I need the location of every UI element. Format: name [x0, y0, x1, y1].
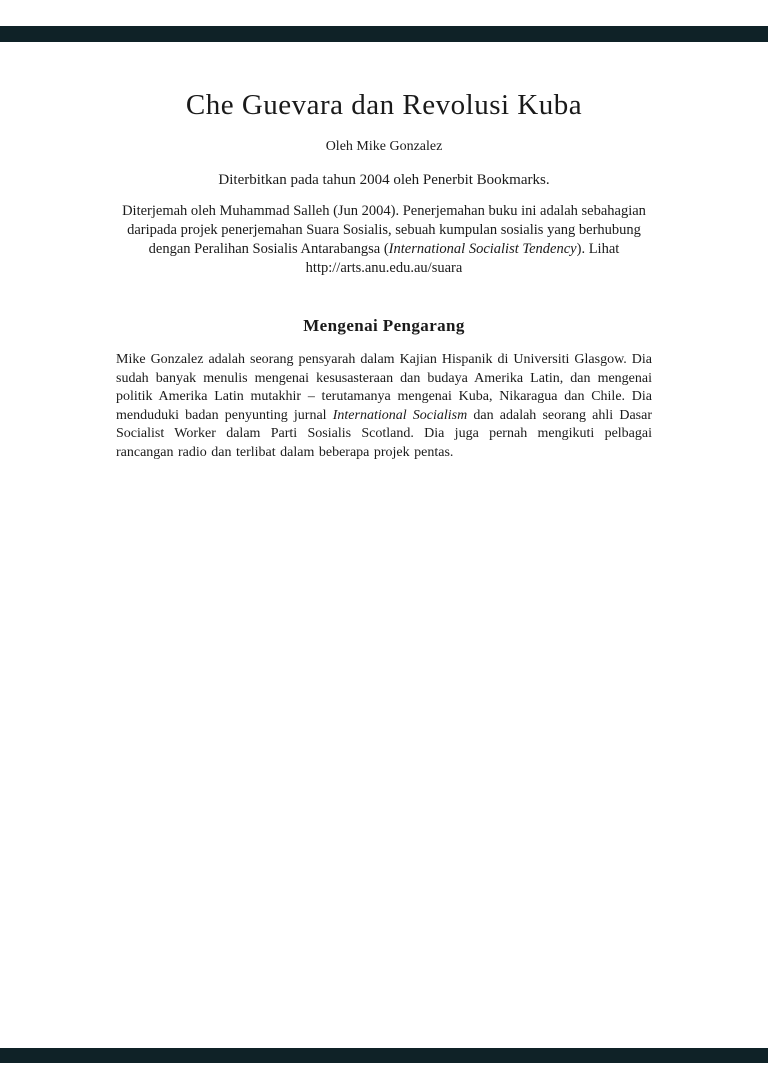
translation-note-line: daripada projek penerjemahan Suara Sosialis, sebuah kumpulan sosialis yang berhubung: [127, 222, 641, 238]
translation-note-url: http://arts.anu.edu.au/suara: [305, 260, 463, 276]
italic-journal-name: International Socialism: [332, 407, 468, 423]
translation-note-line: dengan Peralihan Sosialis Antarabangsa (International Socialist Tendency). Lihat: [148, 241, 620, 257]
viewer-top-bar: [0, 26, 768, 42]
byline: Oleh Mike Gonzalez: [325, 139, 443, 154]
publisher-line: Diterbitkan pada tahun 2004 oleh Penerbit Bookmarks.: [218, 172, 550, 188]
translation-note-line: Diterjemah oleh Muhammad Salleh (Jun 2004). Penerjemahan buku ini adalah sebahagian: [122, 203, 646, 219]
about-author-paragraph: Mike Gonzalez adalah seorang pensyarah dalam Kajian Hispanik di Universiti Glasgow. Dia sudah banyak menulis mengenai kesusasteraan dan budaya Amerika Latin, dan mengenai politik Amerika Latin mutakhir – terutamanya mengenai Kuba, Nikaragua dan Chile. Dia menduduki badan penyunting jurnal International Socialism dan adalah seorang ahli Dasar Socialist Worker dalam Parti Sosialis Scotland. Dia juga pernah mengikuti pelbagai rancangan radio dan terlibat dalam beberapa projek pentas.: [116, 352, 652, 460]
section-heading: Mengenai Pengarang: [303, 316, 465, 335]
italic-phrase: International Socialist Tendency: [388, 241, 577, 257]
translation-note: [84, 202, 684, 278]
page-title: Che Guevara dan Revolusi Kuba: [185, 89, 583, 121]
viewer-bottom-bar: [0, 1048, 768, 1063]
